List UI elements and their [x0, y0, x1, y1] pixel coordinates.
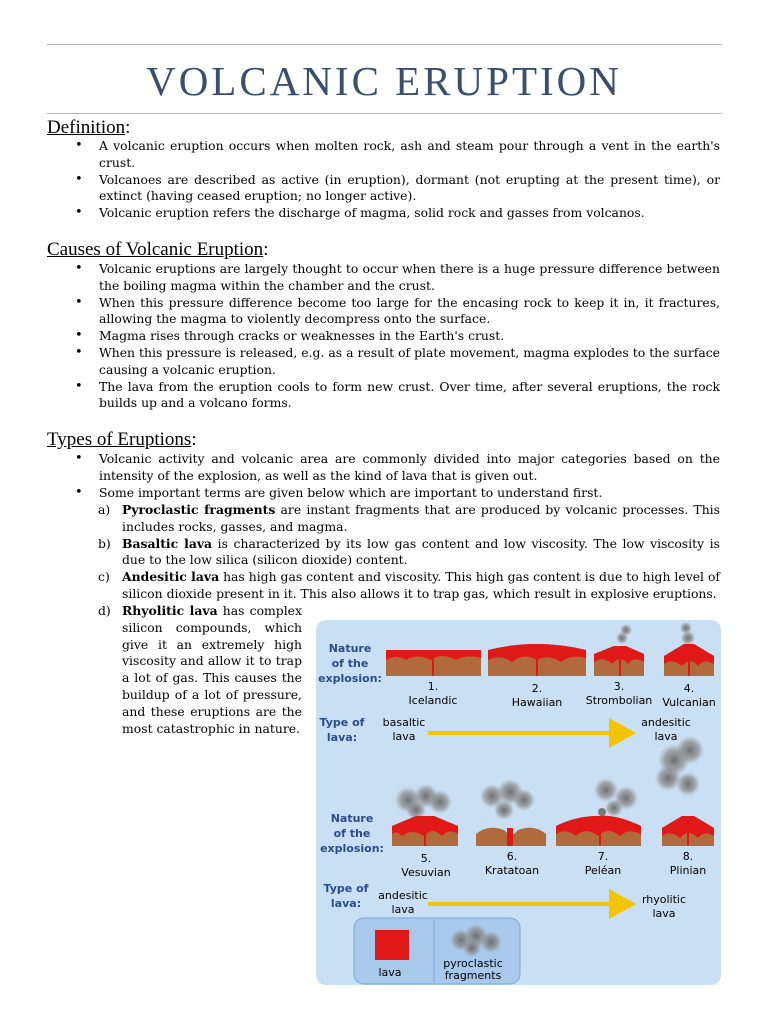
term-text: has complex silicon compounds, which give it an extremely high viscosity and allow it to trap a lot of gas. This causes the buildup of a lot of pressure, and these eruptions are the most catastrophic in nature.	[122, 603, 303, 736]
eruption-number: 8.	[682, 850, 694, 863]
type-line: lava:	[326, 731, 358, 744]
page-title: VOLCANIC ERUPTION	[146, 58, 622, 104]
nature-line: explosion:	[320, 842, 384, 855]
arrow-start-label: basaltic	[382, 716, 426, 729]
causes-heading: Causes of Volcanic Eruption:	[47, 239, 269, 260]
type-line: Type of	[319, 716, 365, 729]
definition-heading-text: Definition	[47, 117, 126, 138]
eruption-number: 7.	[597, 850, 609, 863]
arrow-start-label: lava	[392, 730, 416, 743]
lava-swatch-icon	[375, 930, 409, 960]
nature-line: of the	[333, 827, 371, 840]
eruption-types-figure	[316, 620, 721, 985]
term-text: has high gas content and viscosity. This high gas content is due to high level of silicon dioxide present in it. This also allows it to trap gas, which result in explosive eruptions.	[122, 569, 720, 601]
types-heading-text: Types of Eruptions	[47, 429, 192, 450]
volcano-hawaiian	[488, 644, 586, 676]
types-heading: Types of Eruptions:	[47, 429, 197, 450]
list-item: • Magma rises through cracks or weaknesses in the Earth's crust.	[75, 328, 720, 345]
list-item: • When this pressure is released, e.g. as a result of plate movement, magma explodes to the surface causing a volcanic eruption.	[75, 345, 720, 379]
list-item: • Volcanic eruption refers the discharge of magma, solid rock and gasses from volcanos.	[75, 205, 720, 222]
eruption-number: 5.	[420, 852, 432, 865]
eruption-name: Vulcanian	[662, 696, 716, 709]
arrow-start-label: lava	[391, 903, 415, 916]
term-letter: d)	[98, 603, 111, 618]
term-name: Basaltic lava	[122, 535, 213, 551]
term-letter: a)	[98, 502, 111, 517]
legend-label: pyroclastic	[443, 957, 503, 970]
term-name: Rhyolitic lava	[122, 603, 218, 618]
type-line: lava:	[330, 897, 362, 910]
eruption-name: Kratatoan	[484, 864, 540, 877]
nature-line: Nature	[328, 642, 372, 655]
arrow-end-label: rhyolitic	[641, 893, 687, 906]
arrow-end-label: andesitic	[641, 716, 691, 729]
legend-label: lava	[378, 966, 402, 979]
definition-heading: Definition:	[47, 117, 131, 138]
terms-list	[98, 502, 720, 603]
arrow-end-label: lava	[652, 907, 676, 920]
volcano-icelandic	[386, 650, 481, 676]
eruption-number: 2.	[531, 682, 543, 695]
eruption-number: 4.	[683, 682, 695, 695]
term-item	[98, 569, 720, 603]
causes-heading-text: Causes of Volcanic Eruption	[47, 239, 264, 260]
term-item	[98, 536, 720, 570]
eruption-name: Vesuvian	[401, 866, 451, 879]
term-name: Andesitic lava	[122, 569, 220, 585]
eruption-number: 3.	[613, 680, 625, 693]
eruption-name: Hawaiian	[511, 696, 563, 709]
eruption-name: Plinian	[669, 864, 707, 877]
eruption-number: 6.	[506, 850, 518, 863]
arrow-start-label: andesitic	[378, 889, 428, 902]
title-rule	[47, 113, 722, 114]
list-item: • A volcanic eruption occurs when molten rock, ash and steam pour through a vent in the earth's crust.	[75, 138, 720, 172]
figure-legend	[354, 918, 520, 984]
eruption-number: 1.	[427, 680, 439, 693]
nature-line: Nature	[330, 812, 374, 825]
nature-line: explosion:	[318, 672, 382, 685]
term-item	[98, 502, 720, 536]
definition-list	[75, 138, 720, 222]
term-body	[122, 603, 302, 737]
term-item-rhyolitic	[98, 603, 302, 737]
list-item: • Volcanic activity and volcanic area are commonly divided into major categories based on the intensity of the explosion, as well as the kind of lava that is given out.	[75, 451, 720, 485]
term-text: are instant fragments that are produced by volcanic processes. This includes rocks, gasses, and magma.	[122, 502, 720, 534]
volcano-kratatoan	[476, 828, 546, 846]
term-text: is characterized by its low gas content and low viscosity. The low viscosity is due to the low silica (silicon dioxide) content.	[122, 535, 720, 568]
eruption-name: Strombolian	[585, 694, 653, 707]
causes-list	[75, 261, 720, 412]
top-rule	[47, 44, 722, 45]
list-item: • Some important terms are given below which are important to understand first.	[75, 485, 720, 502]
term-name: Pyroclastic fragments	[122, 502, 276, 517]
eruption-name: Icelandic	[408, 694, 458, 707]
legend-label: fragments	[444, 969, 502, 982]
term-letter: b)	[98, 535, 111, 551]
type-line: Type of	[323, 882, 369, 895]
list-item: • The lava from the eruption cools to form new crust. Over time, after several eruptions, the rock builds up and a volcano forms.	[75, 379, 720, 413]
term-letter: c)	[98, 569, 110, 585]
list-item: • Volcanoes are described as active (in eruption), dormant (not erupting at the present time), or extinct (having ceased eruption; no longer active).	[75, 172, 720, 206]
arrow-end-label: lava	[654, 730, 678, 743]
list-item: • When this pressure difference become too large for the encasing rock to keep it in, it fractures, allowing the magma to violently decompress onto the surface.	[75, 295, 720, 329]
list-item: • Volcanic eruptions are largely thought to occur when there is a huge pressure difference between the boiling magma within the chamber and the crust.	[75, 261, 720, 295]
eruption-name: Peléan	[584, 864, 622, 877]
nature-line: of the	[331, 657, 369, 670]
types-list	[75, 451, 720, 501]
